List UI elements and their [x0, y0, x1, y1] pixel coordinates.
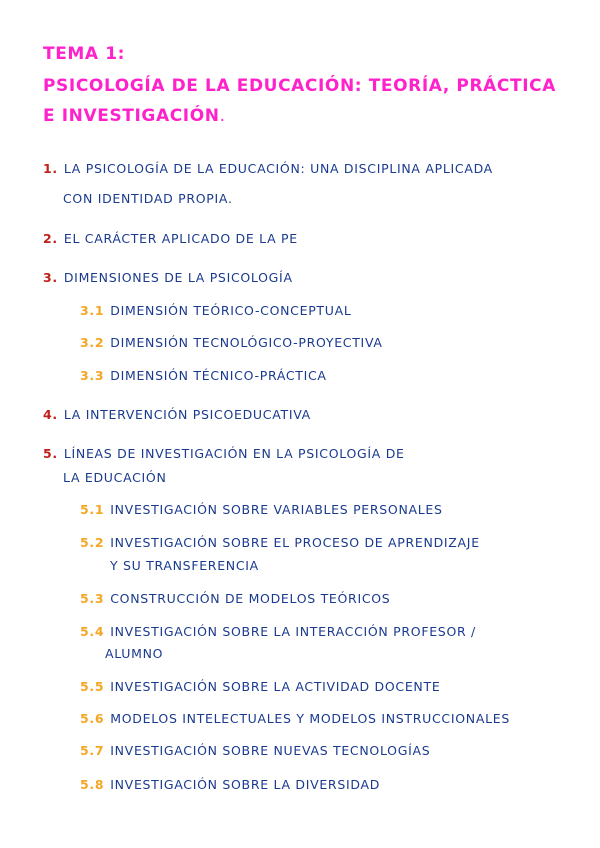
sub-item-number: 5.6	[80, 711, 105, 726]
sub-item-5-5	[80, 679, 440, 694]
sub-item-3-1	[80, 303, 352, 318]
sub-item-text: INVESTIGACIÓN SOBRE LA DIVERSIDAD	[110, 777, 381, 792]
sub-item-5-3	[80, 591, 390, 606]
title-period: .	[219, 106, 226, 126]
sub-item-number: 5.1	[80, 502, 105, 517]
sub-item-number: 5.3	[80, 591, 105, 606]
sub-item-5-4-continuation: ALUMNO	[105, 646, 164, 661]
item-text: EL CARÁCTER APLICADO DE LA PE	[63, 231, 298, 246]
sub-item-text: INVESTIGACIÓN SOBRE NUEVAS TECNOLOGÍAS	[110, 743, 431, 758]
sub-item-text: INVESTIGACIÓN SOBRE EL PROCESO DE APRENDIZAJE	[110, 535, 480, 550]
sub-item-text: DIMENSIÓN TÉCNICO-PRÁCTICA	[110, 368, 327, 383]
sub-item-text: DIMENSIÓN TECNOLÓGICO-PROYECTIVA	[110, 335, 383, 350]
item-text: LA PSICOLOGÍA DE LA EDUCACIÓN: UNA DISCIPLINA APLICADA	[63, 161, 493, 176]
sub-item-number: 5.7	[80, 743, 105, 758]
list-item-1	[43, 161, 493, 176]
item-number: 1.	[43, 161, 58, 176]
sub-item-text: DIMENSIÓN TEÓRICO-CONCEPTUAL	[110, 303, 352, 318]
sub-item-5-7	[80, 743, 430, 758]
sub-item-5-4	[80, 624, 476, 639]
item-number: 2.	[43, 231, 58, 246]
item-number: 3.	[43, 270, 58, 285]
sub-item-3-2	[80, 335, 383, 350]
item-number: 4.	[43, 407, 58, 422]
sub-item-text: MODELOS INTELECTUALES Y MODELOS INSTRUCCIONALES	[110, 711, 510, 726]
sub-item-number: 5.4	[80, 624, 105, 639]
document-title-line-3	[43, 106, 226, 126]
list-item-5	[43, 446, 405, 461]
sub-item-number: 5.2	[80, 535, 105, 550]
item-1-continuation: CON IDENTIDAD PROPIA.	[63, 191, 233, 206]
sub-item-number: 5.5	[80, 679, 105, 694]
sub-item-text: INVESTIGACIÓN SOBRE VARIABLES PERSONALES	[110, 502, 443, 517]
item-number: 5.	[43, 446, 58, 461]
document-title-line-2: PSICOLOGÍA DE LA EDUCACIÓN: TEORÍA, PRÁCTICA	[43, 76, 556, 96]
sub-item-number: 3.3	[80, 368, 105, 383]
sub-item-5-2	[80, 535, 480, 550]
sub-item-number: 3.2	[80, 335, 105, 350]
item-text: DIMENSIONES DE LA PSICOLOGÍA	[63, 270, 293, 285]
sub-item-number: 3.1	[80, 303, 105, 318]
sub-item-3-3	[80, 368, 327, 383]
item-5-continuation: LA EDUCACIÓN	[63, 470, 167, 485]
sub-item-5-1	[80, 502, 443, 517]
sub-item-5-6	[80, 711, 510, 726]
title-line-3-text: E INVESTIGACIÓN	[43, 106, 220, 126]
list-item-4	[43, 407, 311, 422]
list-item-3	[43, 270, 293, 285]
document-title-line-1: TEMA 1:	[43, 44, 126, 64]
sub-item-text: INVESTIGACIÓN SOBRE LA INTERACCIÓN PROFESOR /	[110, 624, 476, 639]
sub-item-5-8	[80, 777, 380, 792]
sub-item-number: 5.8	[80, 777, 105, 792]
sub-item-text: INVESTIGACIÓN SOBRE LA ACTIVIDAD DOCENTE	[110, 679, 441, 694]
sub-item-text: CONSTRUCCIÓN DE MODELOS TEÓRICOS	[110, 591, 391, 606]
sub-item-5-2-continuation: Y SU TRANSFERENCIA	[110, 558, 259, 573]
item-text: LA INTERVENCIÓN PSICOEDUCATIVA	[63, 407, 311, 422]
item-text: LÍNEAS DE INVESTIGACIÓN EN LA PSICOLOGÍA DE	[63, 446, 405, 461]
list-item-2	[43, 231, 298, 246]
